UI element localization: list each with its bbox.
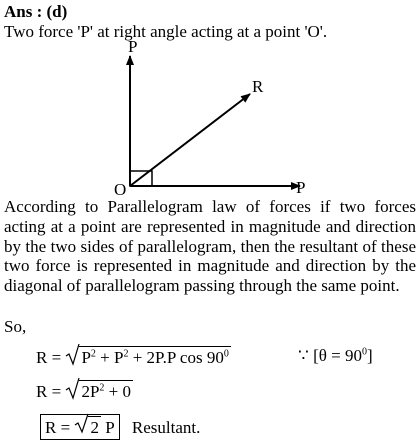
- eq1-term-rest: + 2P.P cos 90: [128, 348, 224, 367]
- eq3-sqrt: [74, 416, 101, 438]
- answer-option: (d): [46, 2, 68, 21]
- because-symbol: ∵: [298, 346, 309, 365]
- eq1-lhs: R =: [36, 348, 62, 367]
- answer-label: Ans :: [4, 2, 43, 21]
- eq1-term-p: P: [81, 348, 91, 367]
- angle-condition: [298, 346, 373, 366]
- resultant-word: Resultant.: [131, 418, 201, 437]
- eq2-exp: 2: [99, 382, 105, 394]
- eq2-sqrt: [65, 380, 133, 402]
- horizontal-force-label: P: [296, 178, 306, 197]
- condition-text: [θ = 90: [313, 346, 362, 365]
- final-result: [40, 414, 200, 440]
- eq2-term-2p: 2P: [81, 382, 100, 401]
- eq1-sqrt: [65, 346, 230, 368]
- resultant-label: R: [252, 77, 264, 96]
- condition-degree: 0: [361, 346, 367, 358]
- final-equation-box: [40, 414, 120, 440]
- vertical-force-label: P: [128, 37, 138, 56]
- condition-close: ]: [366, 346, 373, 365]
- eq3-radicand: 2: [90, 418, 99, 437]
- eq2-term-plus-zero: + 0: [104, 382, 131, 401]
- eq1-exp-2: 2: [123, 348, 129, 360]
- equation-1: [36, 346, 231, 368]
- eq1-term-plus-p: + P: [95, 348, 124, 367]
- radical-sign-icon: [74, 412, 90, 436]
- problem-statement: Two force 'P' at right angle acting at a point 'O'.: [4, 22, 328, 41]
- eq3-p: P: [100, 418, 115, 437]
- origin-label: O: [114, 180, 127, 199]
- eq3-lhs: R =: [45, 418, 71, 437]
- eq1-degree: 0: [223, 348, 229, 360]
- radical-sign-icon: [65, 376, 81, 402]
- equation-2: [36, 380, 133, 402]
- resultant-arrow: [130, 94, 250, 186]
- eq2-lhs: R =: [36, 382, 62, 401]
- radical-sign-icon: [65, 342, 81, 368]
- so-label: So,: [4, 317, 27, 336]
- explanation-paragraph: According to Parallelogram law of forces if two forces acting at a point are represented in magnitude and direction by the two sides of parallelogram, then the resultant of these two force is represented in magnitude and direction by the diagonal of parallelogram passing through the same point.: [4, 197, 416, 296]
- eq1-exp-1: 2: [90, 348, 96, 360]
- force-diagram: [0, 0, 420, 200]
